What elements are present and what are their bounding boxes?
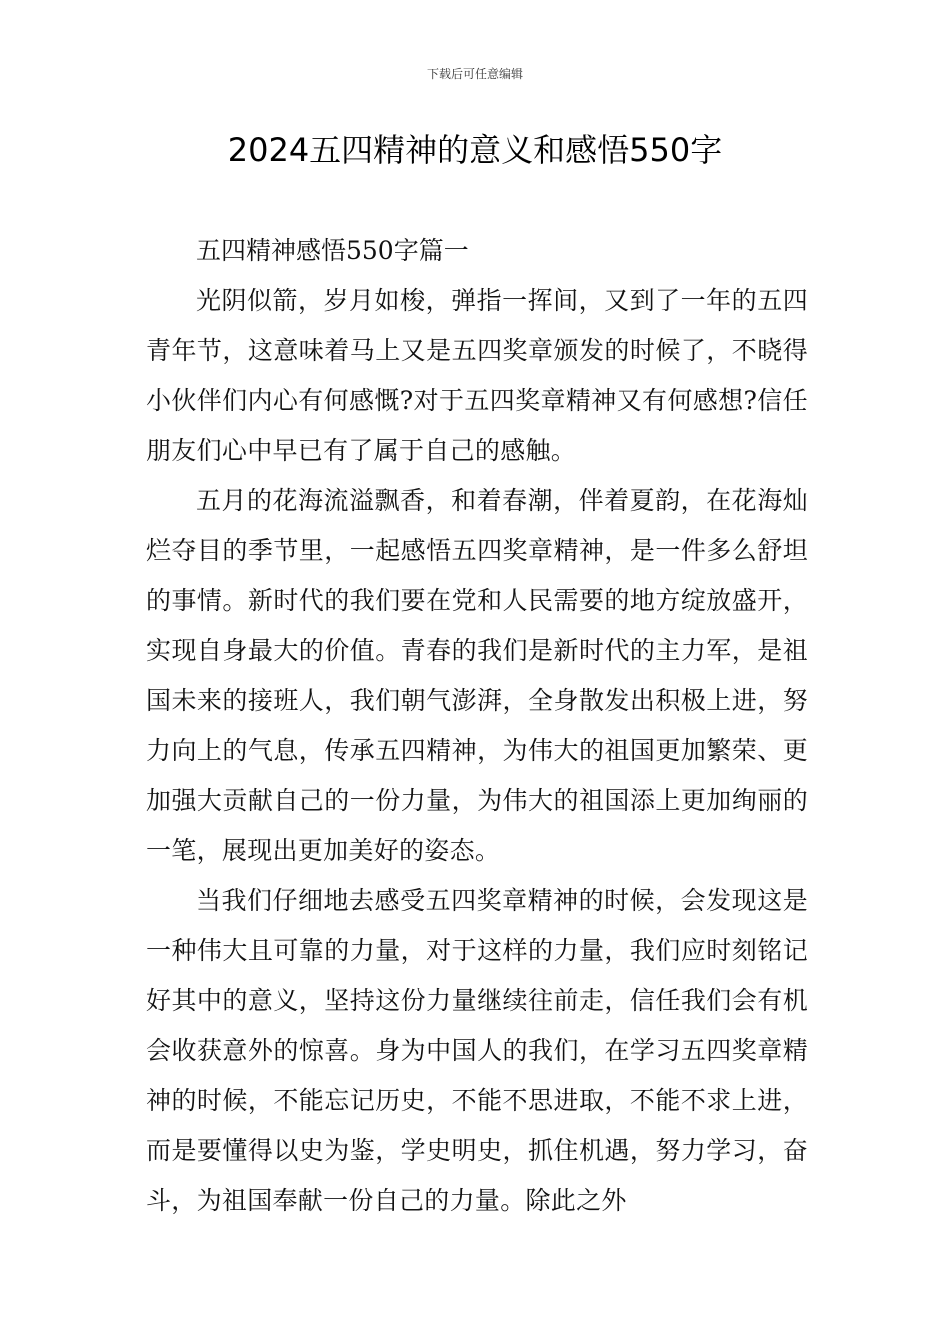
document-title: 2024五四精神的意义和感悟550字 bbox=[227, 131, 723, 169]
section-subheading: 五四精神感悟550字篇一 bbox=[196, 236, 469, 265]
header-note: 下载后可任意编辑 bbox=[426, 67, 523, 81]
paragraph-1: 光阴似箭，岁月如梭，弹指一挥间，又到了一年的五四青年节，这意味着马上又是五四奖章颁发的时候了，不晓得小伙伴们内心有何感慨?对于五四奖章精神又有何感想?信任朋友们心中早已有了属于自己的感触。 bbox=[146, 286, 808, 465]
document-body bbox=[146, 226, 808, 1226]
paragraph-3: 当我们仔细地去感受五四奖章精神的时候，会发现这是一种伟大且可靠的力量，对于这样的力量，我们应时刻铭记好其中的意义，坚持这份力量继续往前走，信任我们会有机会收获意外的惊喜。身为中国人的我们，在学习五四奖章精神的时候，不能忘记历史，不能不思进取，不能不求上进，而是要懂得以史为鉴，学史明史，抓住机遇，努力学习，奋斗，为祖国奉献一份自己的力量。除此之外 bbox=[146, 886, 808, 1215]
paragraph-2: 五月的花海流溢飘香，和着春潮，伴着夏韵，在花海灿烂夺目的季节里，一起感悟五四奖章精神，是一件多么舒坦的事情。新时代的我们要在党和人民需要的地方绽放盛开，实现自身最大的价值。青春的我们是新时代的主力军，是祖国未来的接班人，我们朝气澎湃，全身散发出积极上进，努力向上的气息，传承五四精神，为伟大的祖国更加繁荣、更加强大贡献自己的一份力量，为伟大的祖国添上更加绚丽的一笔，展现出更加美好的姿态。 bbox=[146, 486, 808, 865]
